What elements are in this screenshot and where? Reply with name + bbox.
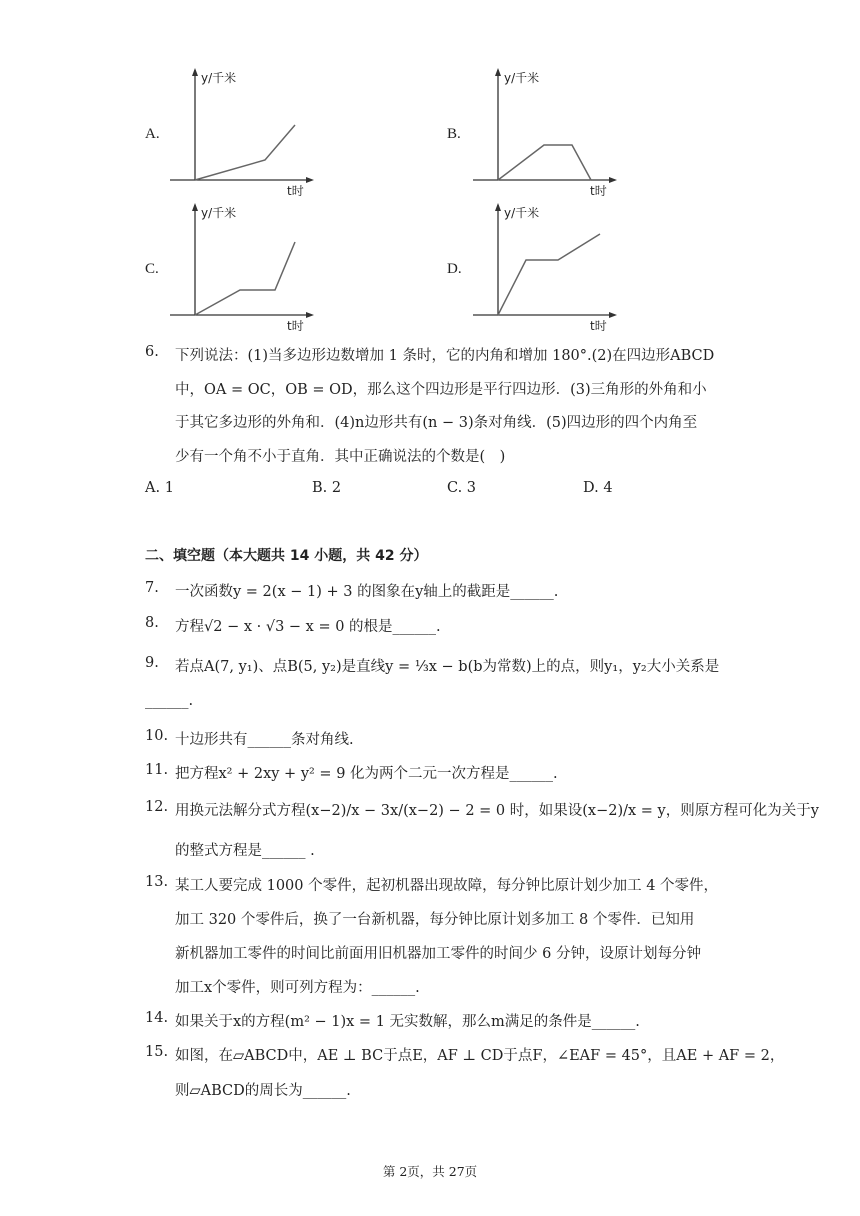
q9-number: 9. [145,655,159,671]
graph-c-svg [165,200,325,335]
q12-text-2: 的整式方程是______ . [175,843,315,859]
q7-text: 一次函数y = 2(x − 1) + 3 的图象在y轴上的截距是______. [175,584,559,600]
q6-line-1: 下列说法：(1)当多边形边数增加 1 条时，它的内角和增加 180°.(2)在四边形ABCD [175,348,715,364]
q9-text: 若点A(7, y₁)、点B(5, y₂)是直线y = ⅓x − b(b为常数)上的点，则y₁，y₂大小关系是 [175,659,720,675]
graph-c-x-label: t时 [287,319,304,333]
option-c-letter: C. [145,261,159,277]
graph-a-y-label: y/千米 [201,71,237,85]
graph-b [468,65,628,200]
option-d-letter: D. [447,261,462,277]
graph-a [165,65,325,200]
q11-text: 把方程x² + 2xy + y² = 9 化为两个二元一次方程是______. [175,766,558,782]
graph-d-y-label: y/千米 [504,206,540,220]
q11-number: 11. [145,762,169,778]
q6-choice-b: B. 2 [312,480,342,496]
option-b-letter: B. [447,126,461,142]
graph-a-svg [165,65,325,200]
option-a-letter: A. [145,126,160,142]
graph-d-x-label: t时 [590,319,607,333]
q8-number: 8. [145,615,159,631]
q13-line-2: 加工 320 个零件后，换了一台新机器，每分钟比原计划多加工 8 个零件．已知用 [175,912,695,928]
graph-b-y-label: y/千米 [504,71,540,85]
q8-text: 方程√2 − x · √3 − x = 0 的根是______. [175,619,441,635]
graph-d [468,200,628,335]
q6-number: 6. [145,344,159,360]
graph-b-x-label: t时 [590,184,607,198]
graph-c-curve [195,242,295,315]
q13-line-1: 某工人要完成 1000 个零件，起初机器出现故障，每分钟比原计划少加工 4 个零件， [175,878,719,894]
q13-line-3: 新机器加工零件的时间比前面用旧机器加工零件的时间少 6 分钟，设原计划每分钟 [175,946,701,962]
graph-d-curve [498,234,600,315]
q13-number: 13. [145,874,169,890]
graph-b-curve [498,145,591,180]
graph-d-svg [468,200,628,335]
q12-number: 12. [145,799,169,815]
q6-choice-d: D. 4 [583,480,613,496]
page-footer: 第 2页，共 27页 [382,1164,478,1179]
q9-text-2: ______. [145,693,194,709]
graph-c-y-label: y/千米 [201,206,237,220]
graph-a-curve [195,125,295,180]
q10-text: 十边形共有______条对角线. [175,732,354,748]
q14-text: 如果关于x的方程(m² − 1)x = 1 无实数解，那么m满足的条件是______. [175,1014,640,1030]
q15-number: 15. [145,1044,169,1060]
q14-number: 14. [145,1010,169,1026]
q15-text: 如图，在▱ABCD中，AE ⊥ BC于点E，AF ⊥ CD于点F，∠EAF = 45°，且AE + AF = 2， [175,1048,785,1064]
section-heading: 二、填空题（本大题共 14 小题，共 42 分） [145,548,428,564]
q6-line-3: 于其它多边形的外角和．(4)n边形共有(n − 3)条对角线．(5)四边形的四个内角至 [175,415,698,431]
q15-text-2: 则▱ABCD的周长为______. [175,1083,351,1099]
graph-c [165,200,325,335]
graph-b-svg [468,65,628,200]
q7-number: 7. [145,580,159,596]
q6-choice-a: A. 1 [145,480,174,496]
q13-line-4: 加工x个零件，则可列方程为：______. [175,980,420,996]
q6-line-2: 中，OA = OC，OB = OD，那么这个四边形是平行四边形．(3)三角形的外角和小 [175,382,707,398]
q6-line-4: 少有一个角不小于直角．其中正确说法的个数是( ) [175,449,506,465]
graph-a-x-label: t时 [287,184,304,198]
q10-number: 10. [145,728,169,744]
q12-text: 用换元法解分式方程(x−2)/x − 3x/(x−2) − 2 = 0 时，如果设(x−2)/x = y，则原方程可化为关于y [175,803,819,819]
q6-choice-c: C. 3 [447,480,477,496]
